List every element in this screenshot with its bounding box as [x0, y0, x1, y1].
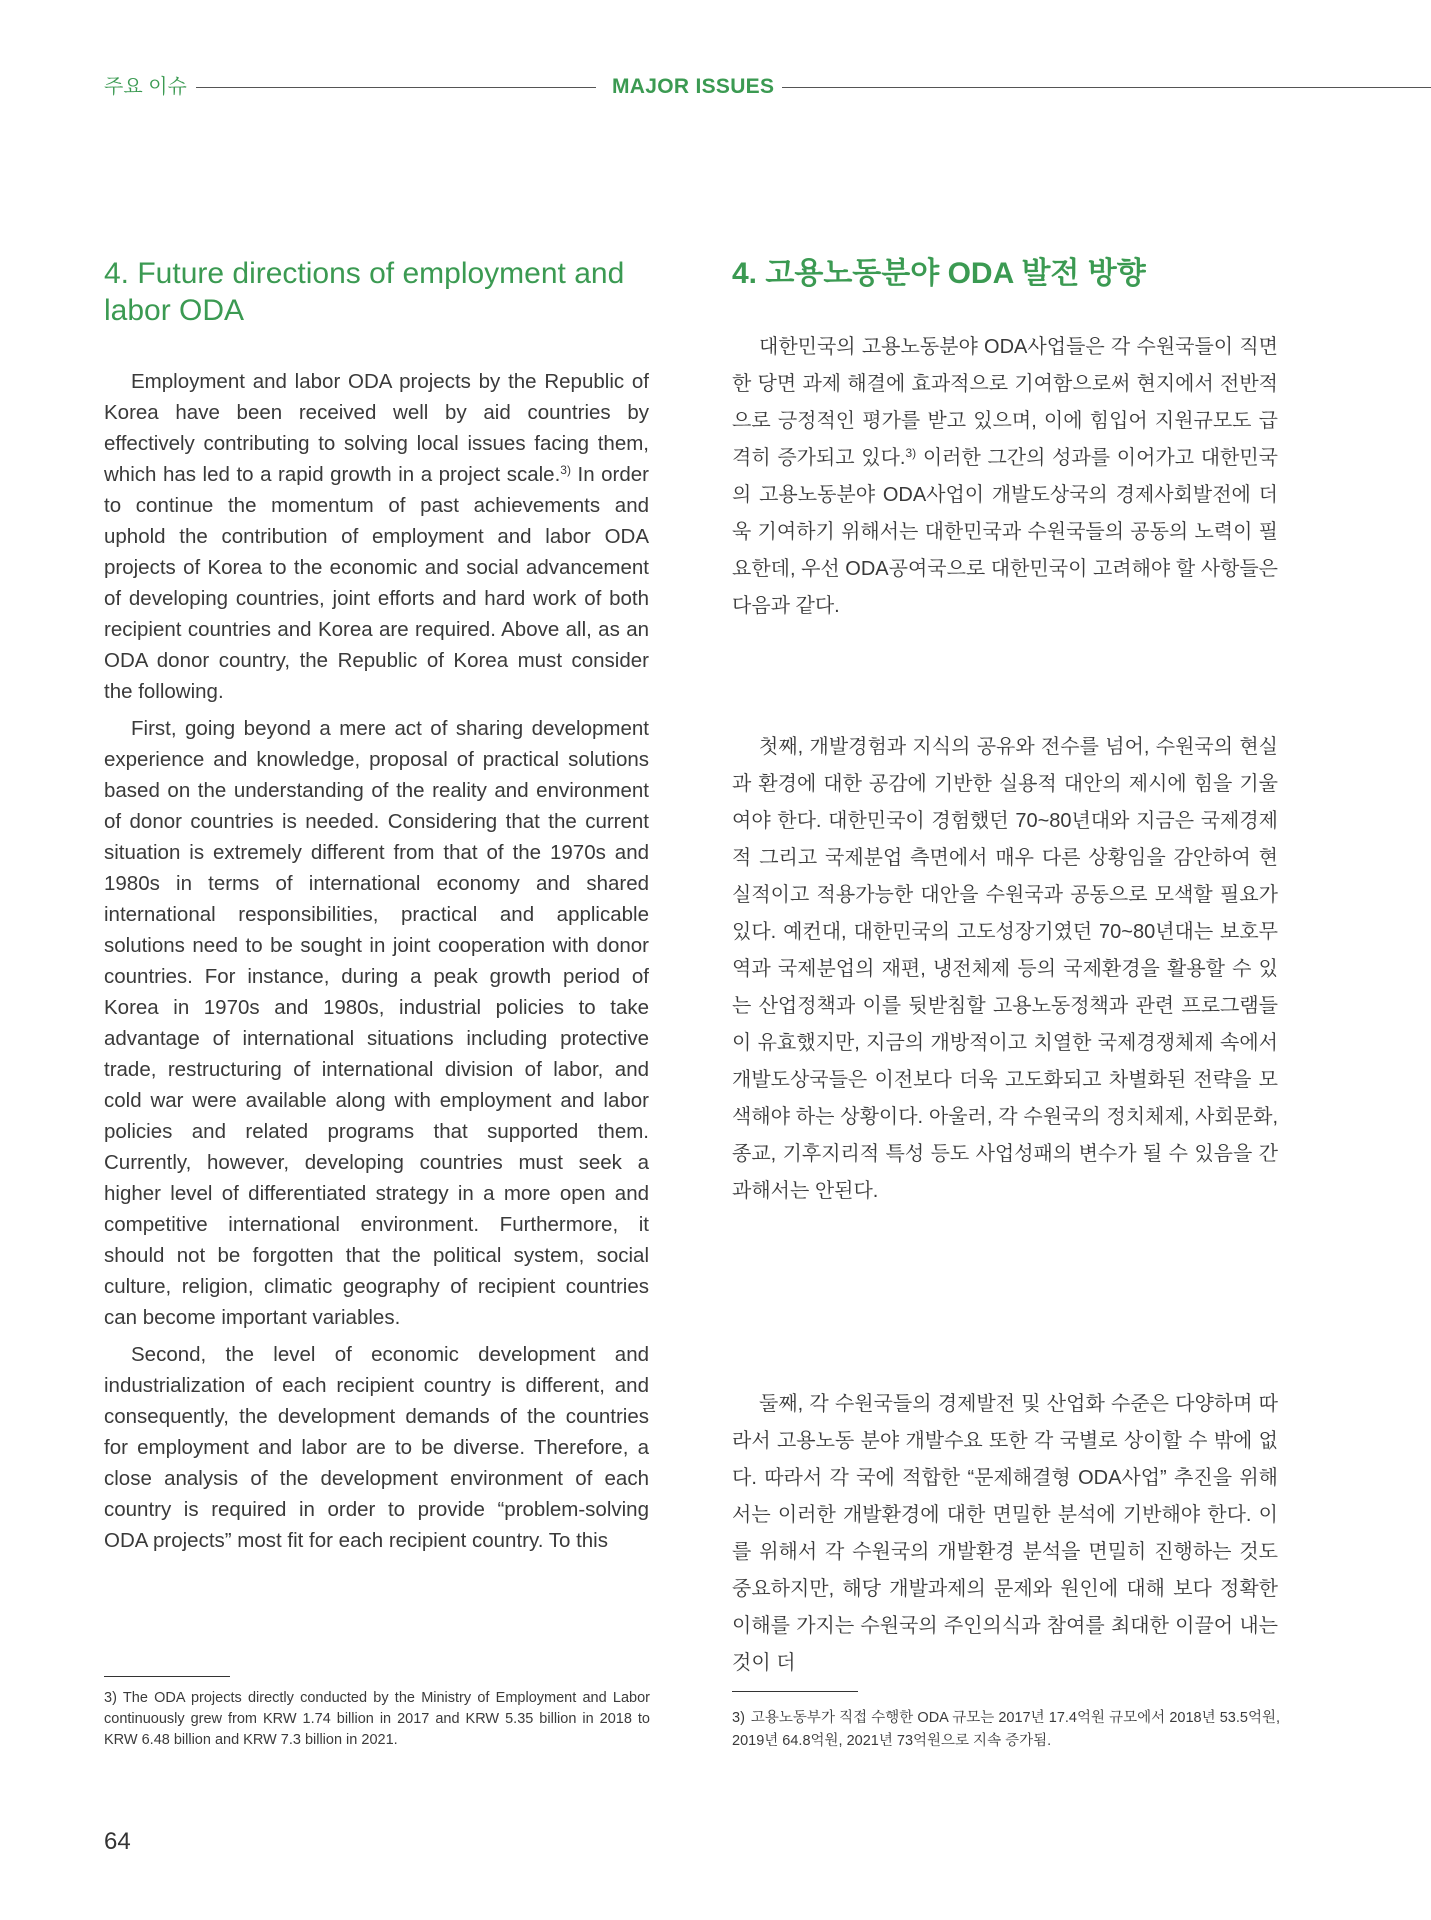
footnote-text-korean: 고용노동부가 직접 수행한 ODA 규모는 2017년 17.4억원 규모에서 2018년 53.5억원, 2019년 64.8억원, 2021년 73억원으로 지속 증가됨. [732, 1710, 1280, 1749]
section-title-korean: 4. 고용노동분야 ODA 발전 방향 [732, 257, 1146, 290]
header-divider-left [196, 87, 596, 88]
footnote-number-english: 3) [104, 1690, 117, 1706]
korean-column [732, 255, 1278, 1682]
paragraph-intro-korean-text-b: 이러한 그간의 성과를 이어가고 대한민국의 고용노동분야 ODA사업이 개발도상국의 경제사회발전에 더욱 기여하기 위해서는 대한민국과 수원국들의 공동의 노력이 필요한데, 우선 ODA공여국으로 대한민국이 고려해야 할 사항들은 다음과 같다. [732, 447, 1278, 617]
paragraph-second-english: Second, the level of economic development and industrialization of each recipient country is different, and consequently, the development demands of the countries for employment and labor are to be diverse. Therefore, a close analysis of the development environment of each country is required in order to provide “problem-solving ODA projects” most fit for each recipient country. To this [104, 1343, 649, 1552]
page-number: 64 [104, 1828, 131, 1855]
footnote-korean [732, 1707, 1280, 1753]
footnote-english [104, 1688, 650, 1751]
paragraph-intro-korean-text-a: 대한민국의 고용노동분야 ODA사업들은 각 수원국들이 직면한 당면 과제 해결에 효과적으로 기여함으로써 현지에서 전반적으로 긍정적인 평가를 받고 있으며, 이에 힘입어 지원규모도 급격히 증가되고 있다. [732, 336, 1278, 469]
section-title-english: 4. Future directions of employment and labor ODA [104, 257, 625, 327]
english-column [104, 255, 649, 1562]
section-label-english: MAJOR ISSUES [612, 75, 775, 98]
paragraph-second-korean: 둘째, 각 수원국들의 경제발전 및 산업화 수준은 다양하며 따라서 고용노동 분야 개발수요 또한 각 국별로 상이할 수 밖에 없다. 따라서 각 국에 적합한 “문제해결형 ODA사업” 추진을 위해서는 이러한 개발환경에 대한 면밀한 분석에 기반해야 한다. 이를 위해서 각 수원국의 개발환경 분석을 면밀히 진행하는 것도 중요하지만, 해당 개발과제의 문제와 원인에 대해 보다 정확한 이해를 가지는 수원국의 주인의식과 참여를 최대한 이끌어 내는 것이 더 [732, 1393, 1278, 1674]
footnote-rule-korean [732, 1691, 858, 1692]
paragraph-intro-korean [732, 329, 1278, 625]
footnote-text-english: The ODA projects directly conducted by the Ministry of Employment and Labor continuously grew from KRW 1.74 billion in 2017 and KRW 5.35 billion in 2018 to KRW 6.48 billion and KRW 7.3 billion in 2021. [104, 1690, 650, 1748]
paragraph-intro-english [104, 366, 649, 707]
footnote-ref-english: 3) [560, 463, 571, 477]
paragraph-intro-english-text-a: Employment and labor ODA projects by the Republic of Korea have been received well by aid countries by effectively contributing to solving local issues facing them, which has led to a rapid growth in a project scale. [104, 370, 649, 486]
paragraph-intro-english-text-b: In order to continue the momentum of past achievements and uphold the contribution of employment and labor ODA projects of Korea to the economic and social advancement of developing countries, joint efforts and hard work of both recipient countries and Korea are required. Above all, as an ODA donor country, the Republic of Korea must consider the following. [104, 463, 649, 703]
paragraph-first-korean: 첫째, 개발경험과 지식의 공유와 전수를 넘어, 수원국의 현실과 환경에 대한 공감에 기반한 실용적 대안의 제시에 힘을 기울여야 한다. 대한민국이 경험했던 70~80년대와 지금은 국제경제적 그리고 국제분업 측면에서 매우 다른 상황임을 감안하여 현실적이고 적용가능한 대안을 수원국과 공동으로 모색할 필요가 있다. 예컨대, 대한민국의 고도성장기였던 70~80년대는 보호무역과 국제분업의 재편, 냉전체제 등의 국제환경을 활용할 수 있는 산업정책과 이를 뒷받침할 고용노동정책과 관련 프로그램들이 유효했지만, 지금의 개방적이고 치열한 국제경쟁체제 속에서 개발도상국들은 이전보다 더욱 고도화되고 차별화된 전략을 모색해야 하는 상황이다. 아울러, 각 수원국의 정치체제, 사회문화, 종교, 기후지리적 특성 등도 사업성패의 변수가 될 수 있음을 간과해서는 안된다. [732, 736, 1278, 1202]
footnote-number-korean: 3) [732, 1710, 745, 1726]
footnote-ref-korean: 3) [905, 446, 917, 460]
header-divider-right [782, 87, 1431, 88]
page-header [0, 74, 1431, 100]
paragraph-first-english: First, going beyond a mere act of sharing development experience and knowledge, proposal of practical solutions based on the understanding of the reality and environment of donor countries is needed. Considering that the current situation is extremely different from that of the 1970s and 1980s in terms of international economy and shared international responsibilities, practical and applicable solutions need to be sought in joint cooperation with donor countries. For instance, during a peak growth period of Korea in 1970s and 1980s, industrial policies to take advantage of international situations including protective trade, restructuring of international division of labor, and cold war were available along with employment and labor policies and related programs that supported them. Currently, however, developing countries must seek a higher level of differentiated strategy in a more open and competitive international environment. Furthermore, it should not be forgotten that the political system, social culture, religion, climatic geography of recipient countries can become important variables. [104, 717, 649, 1329]
section-label-korean: 주요 이슈 [104, 76, 187, 98]
footnote-rule-english [104, 1676, 230, 1677]
